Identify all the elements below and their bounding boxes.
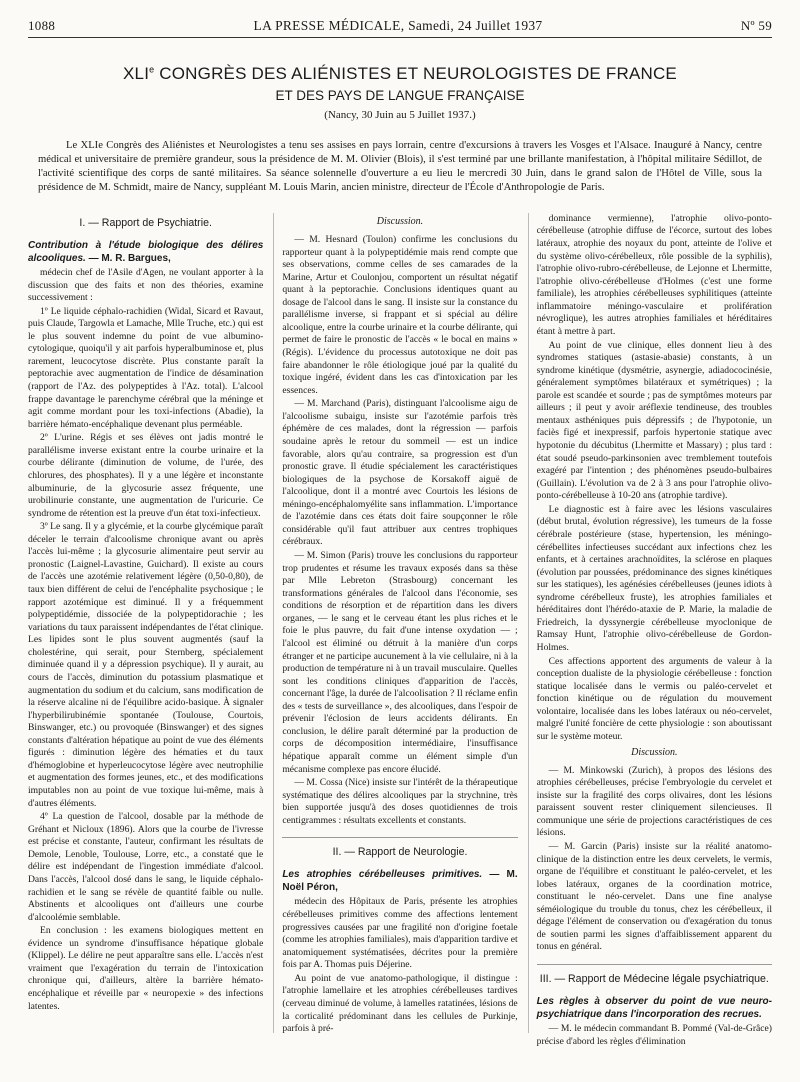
paragraph: — M. Minkowski (Zurich), à propos des lésions des atrophies cérébelleuses, précise l'embryologie du cervelet et insiste sur la fragilité des corps olivaires, dont les lésions paraissent souvent rester cliniquement silencieuses. Il communique une série de projections caractéristiques de ces lésions. [536, 764, 772, 839]
paragraph: Le diagnostic est à faire avec les lésions vasculaires (début brutal, évolution régressive), les tumeurs de la fosse cérébrale postérieure (stase, hypertension, les méningo-cérébellites infectieuses succédant aux infections chez les enfants, et à certaines arachnoïdites, la sclérose en plaques (évolution par poussées, prédominance des signes kinétiques sur les statiques), les agénésies cérébelleuses (jeunes idiots à syndrome cérébelleux fruste), les atrophies familiales et héréditaires dont l'hérédo-ataxie de P. Marie, la maladie de Friedreich, la dyssynergie cérébelleuse myoclonique de Ramsay Hunt, l'atrophie olivo-cérébelleuse de Gordon-Holmes. [536, 503, 772, 653]
section-heading-medecine-legale: III. — Rapport de Médecine légale psychiatrique. [537, 964, 772, 987]
paragraph: — M. Cossa (Nice) insiste sur l'intérêt de la thérapeutique systématique des délires alcooliques par la strychnine, très bien supportée jusqu'à des doses quotidiennes de trois centigrammes : résultats excellents et constants. [282, 777, 518, 826]
paragraph: — M. Simon (Paris) trouve les conclusions du rapporteur trop prudentes et résume les travaux exposés dans sa thèse par Mlle Lebreton (Strasbourg) concernant les transformations générales de l'alcool dans l'économie, ses conditions de résorption et de répartition dans les divers organes, — le sang et le cerveau étant les plus riches et le foie le plus pauvre, du fait d'une intense oxydation — ; l'alcool est éliminé ou détruit à la manière d'un corps étranger et ne participe aucunement à la vie cellulaire, ni à la production de température ni à un travail musculaire. Quelles sont les conditions cliniques d'apparition de l'accès, concernant l'âge, la durée de l'alcoolisation ? Il réclame enfin des « tests de surveillance », des alcooliques, dans l'espoir de prévenir l'éclosion de leurs accidents délirants. En conclusion, le délire paraît déterminé par la production de corps de décomposition intermédiaire, l'insuffisance hépatique apparaît comme un élément simple d'un mécanisme complexe pas encore élucidé. [282, 550, 518, 775]
section-heading-psychiatrie: I. — Rapport de Psychiatrie. [79, 216, 212, 229]
discussion-heading: Discussion. [376, 215, 424, 227]
paragraph: — M. Marchand (Paris), distinguant l'alcoolisme aigu de l'alcoolisme subaigu, insiste sur l'azotémie parfois très éphémère de ces malades, dont la régression — parfois soudaine après le retour du sommeil — est un indice favorable, alors qu'au contraire, sa progression est d'un pronostic grave. Il étudie spécialement les caractéristiques biologiques de la psychose de Korsakoff aiguë de l'alcoolique, dont il a montré avec Courtois les lésions de méningo-encéphalomyélite sans inflammation. L'importance de l'azotémie dans ces états doit faire soupçonner le rôle considérable qu'il faut attribuer aux centres trophiques cérébraux. [282, 398, 518, 548]
journal-date-line [254, 18, 543, 34]
journal-title: LA PRESSE MÉDICALE, [253, 18, 405, 33]
paragraph: 4º La question de l'alcool, dosable par la méthode de Gréhant et Nicloux (1896). Alors que la courbe de l'ivresse est précise et constante, l'auteur, confirmant les résultats de Demole, Lenoble, Toulouse, Lorre, etc., a constaté que le délire est indépendant de l'ingestion immédiate d'alcool. Dans l'accès, l'alcool dosé dans le sang, le liquide céphalo-rachidien et le sang se révèle de quantité faible ou nulle. Abstinents et alcooliques ont d'ailleurs une courbe d'alcoolémie semblable. [28, 811, 264, 923]
report-title: Les atrophies cérébelleuses primitives. — M. Noël Péron, [282, 869, 518, 894]
paragraph: 3º Le sang. Il y a glycémie, et la courbe glycémique paraît déceler le terrain d'alcoolisme chronique avant ou après l'accès lui-même ; la glycosurie alimentaire peut servir au pronostic (Laignel-Lavastine, Guichard). Il existe au cours de l'accès une azotémie relativement légère (0,50-0,80), de taux bien différent de celui de l'encéphalite psychosique ; le rapport azotémique est diminué. Il y a fréquemment polypeptidémie, dissociée de la polypeptidorachie ; les variations du taux paraissent indépendantes de l'état clinique. Les lipides sont le plus souvent augmentés (sauf la cholestérine, qui serait, pour Sternberg, spécialement diminuée quand il y a dépression psychique). Il y aurait, au cours de l'accès, diminution du potassium plasmatique et augmentation du sodium et du calcium, sans modification de la réserve alcaline ni de l'équilibre acido-basique. À signaler l'hyperbilirubinémie spontanée (Toulouse, Courtois, Binswanger, etc.) ou provoquée (Binswanger) et des signes constants d'altération hépatique au point de vue des éléments figurés : diminution légère des hématies et du taux d'hémoglobine et hyperleucocytose légère avec neutrophilie et augmentation des formes jeunes, etc., et des modifications imputables non au point de vue toxique lui-même, mais à d'autres éléments. [28, 521, 264, 809]
paragraph: — M. Hesnard (Toulon) confirme les conclusions du rapporteur quant à la polypeptidémie mais rend compte que ses observations, comme celles de ses camarades de la Marine, Artur et Coulonjou, comportent un résultat négatif quant à la peptorachie. Conclusions identiques quant au dosage de l'alcool dans le sang. Il insiste sur la constance du parallélisme inverse, si frappant et si spécial au délire alcoolique, entre la courbe urinaire et la courbe délirante, qui permet de faire le pronostic de l'accès « le bocal en mains » (Régis). L'évidence du processus autotoxique ne doit pas faire abandonner le rôle étiologique joué par la qualité du toxique ingéré, évident dans les cas d'intoxication par les essences. [282, 233, 518, 396]
issue-number: Nº 59 [740, 18, 772, 33]
page-number: 1088 [28, 18, 56, 33]
paragraph: Au point de vue clinique, elles donnent lieu à des syndromes statiques (astasie-abasie) constants, à un syndrome kinétique (dysmétrie, asynergie, adiadococinésie, généralement symptômes bilatéraux et symétriques) ; la parole est scandée et sourde ; pas de symptômes moteurs par ailleurs ; il peut y avoir aréflexie tendineuse, des troubles mentaux asthéniques puis dépressifs ; de l'hypotonie, un faciès figé et inexpressif, parfois hypertonie statique avec hypotonie du décubitus (Lhermitte et Massary) ; plus tard : état soudé pseudo-parkinsonien avec tremblement toutefois exagéré par l'intention ; des phénomènes pseudo-bulbaires (Guillain). L'évolution va de 2 à 3 ans pour l'atrophie olivo-ponto-cérébelleuse à 10-20 ans (atrophie tardive). [536, 339, 772, 502]
column-3 [528, 212, 772, 1047]
paragraph: Ces affections apportent des arguments de valeur à la conception dualiste de la physiologie cérébelleuse : fonction statique localisée dans le vermis ou paléo-cervelet et fonction kinétique ou de régulation du mouvement volontaire, localisée dans les lobes latéraux ou néo-cervelet, malgré l'unité foncière de cette physiologie : son aboutissant sur le système moteur. [536, 655, 772, 742]
article-columns [28, 212, 772, 1047]
issue-date: Samedi, 24 Juillet 1937 [408, 18, 543, 33]
paragraph: dominance vermienne), l'atrophie olivo-ponto-cérébelleuse (atrophie diffuse de l'écorce, surtout des lobes latéraux, atrophie des noyaux du pont, atteinte de l'olive et du système olivo-cérébelleux, rôle possible de la syphilis), l'atrophie olivo-rubro-cérébelleuse, de Lejonne et Lhermitte, l'atrophie olivo-cérébelleuse d'Holmes (c'est une forme familiale), les atrophies cérébelleuses syphilitiques (atteinte inflammatoire méningo-vasculaire et prolifération névroglique), les autres atrophies familiales et héréditaires étant à mettre à part. [536, 212, 772, 337]
running-head [28, 18, 772, 38]
discussion-heading: Discussion. [631, 746, 678, 758]
report-title: Les règles à observer du point de vue neuro-psychiatrique dans l'incorporation des recrues. [536, 995, 772, 1020]
column-2 [273, 213, 517, 1033]
paragraph: En conclusion : les examens biologiques mettent en évidence un syndrome d'insuffisance hépatique globale (Klippel). Le délire ne peut apparaître sans elle. L'accès n'est vraiment que l'exagération du terrain de l'intoxication chronique qui, d'ailleurs, altère la barrière hémato-encéphalique et réveille par « neuropexie » des infections latentes. [28, 925, 264, 1012]
congress-title: XLIe CONGRÈS DES ALIÉNISTES ET NEUROLOGISTES DE FRANCE [123, 64, 677, 83]
paragraph: — M. le médecin commandant B. Pommé (Val-de-Grâce) précise d'abord les règles d'élimination [536, 1023, 772, 1047]
congress-dates: (Nancy, 30 Juin au 5 Juillet 1937.) [324, 109, 476, 121]
paragraph: médecin chef de l'Asile d'Agen, ne voulant apporter à la discussion que des faits et non des théories, examine successivement : [28, 266, 264, 304]
paragraph: 2º L'urine. Régis et ses élèves ont jadis montré le parallélisme inverse existant entre la courbe urinaire et la courbe délirante (diminution de volume, de l'urée, des chlorures, des phosphates). Il y a une légère et inconstante albuminurie, de la glycosurie assez fréquente, une urobilinurie constante, une augmentation de l'uricurie. Ce syndrome de rétention est la preuve d'un état toxi-infectieux. [28, 432, 264, 519]
paragraph: médecin des Hôpitaux de Paris, présente les atrophies cérébelleuses primitives comme des affections lentement progressives causées par une fragilité non d'origine foetale (comme les atrophies familiales), mais d'apparition tardive et anatomiquement systématisées, décrites pour la première fois par A. Thomas puis Déjerine. [282, 896, 518, 971]
column-1 [28, 213, 263, 1033]
paragraph: Au point de vue anatomo-pathologique, il distingue : l'atrophie lamellaire et les atrophies cérébelleuses tardives (cerveau diminué de volume, à lamelles ratatinées, lésions de la corticalité prédominant dans les cellules de Purkinje, parfois à pré- [282, 972, 518, 1035]
paragraph: 1º Le liquide céphalo-rachidien (Widal, Sicard et Ravaut, puis Claude, Targowla et Lamache, Mlle Truche, etc.) qui est le plus souvent indemne du point de vue albumino-cytologique, quoiqu'il y ait parfois hyperalbuminose et, plus rarement, leucocytose discrète. Plus constante paraît la peptorachie avec augmentation de l'indice de désamination (rapport de l'Az. des polypeptides à l'Az. total). L'alcool frappe davantage le parenchyme cérébral que la méninge et agit comme mordant pour les toxi-infections (Abadie), la barrière hémato-encéphalique devenant plus perméable. [28, 305, 264, 430]
section-heading-neurologie: II. — Rapport de Neurologie. [282, 837, 517, 860]
intro-paragraph: Le XLIe Congrès des Aliénistes et Neurologistes a tenu ses assises en pays lorrain, centre d'excursions à travers les Vosges et l'Alsace. Inauguré à Nancy, centre médical et universitaire de première grandeur, sous la présidence de M. M. Olivier (Blois), il s'est terminé par une brillante manifestation, à l'hôpital militaire Sédillot, de l'activité scientifique des corps de santé militaires. Sa séance solennelle d'ouverture a eu lieu le mercredi 30 Juin, dans le grand salon de l'Hôtel de Ville, sous la présidence de M. Schmidt, maire de Nancy, suppléant M. Louis Marin, ancien ministre, directeur de l'École d'Anthropologie de Paris. [38, 140, 762, 193]
report-title: Contribution à l'étude biologique des délires alcooliques. — M. R. Bargues, [28, 239, 264, 264]
paragraph: — M. Garcin (Paris) insiste sur la réalité anatomo-clinique de la distinction entre les deux cervelets, le vermis, organe de l'équilibre et constituant le paléo-cervelet, et les lobes latéraux, organes de la coordination motrice, constituant le néo-cervelet. Dans une fine analyse séméiologique du trouble du tonus, chez les cérébelleux, il dégage l'élément de conservation ou d'exagération du tonus de soutien parmi les signes d'affaiblissement apparent du tonus en général. [536, 840, 772, 953]
congress-subtitle: ET DES PAYS DE LANGUE FRANÇAISE [275, 88, 525, 103]
